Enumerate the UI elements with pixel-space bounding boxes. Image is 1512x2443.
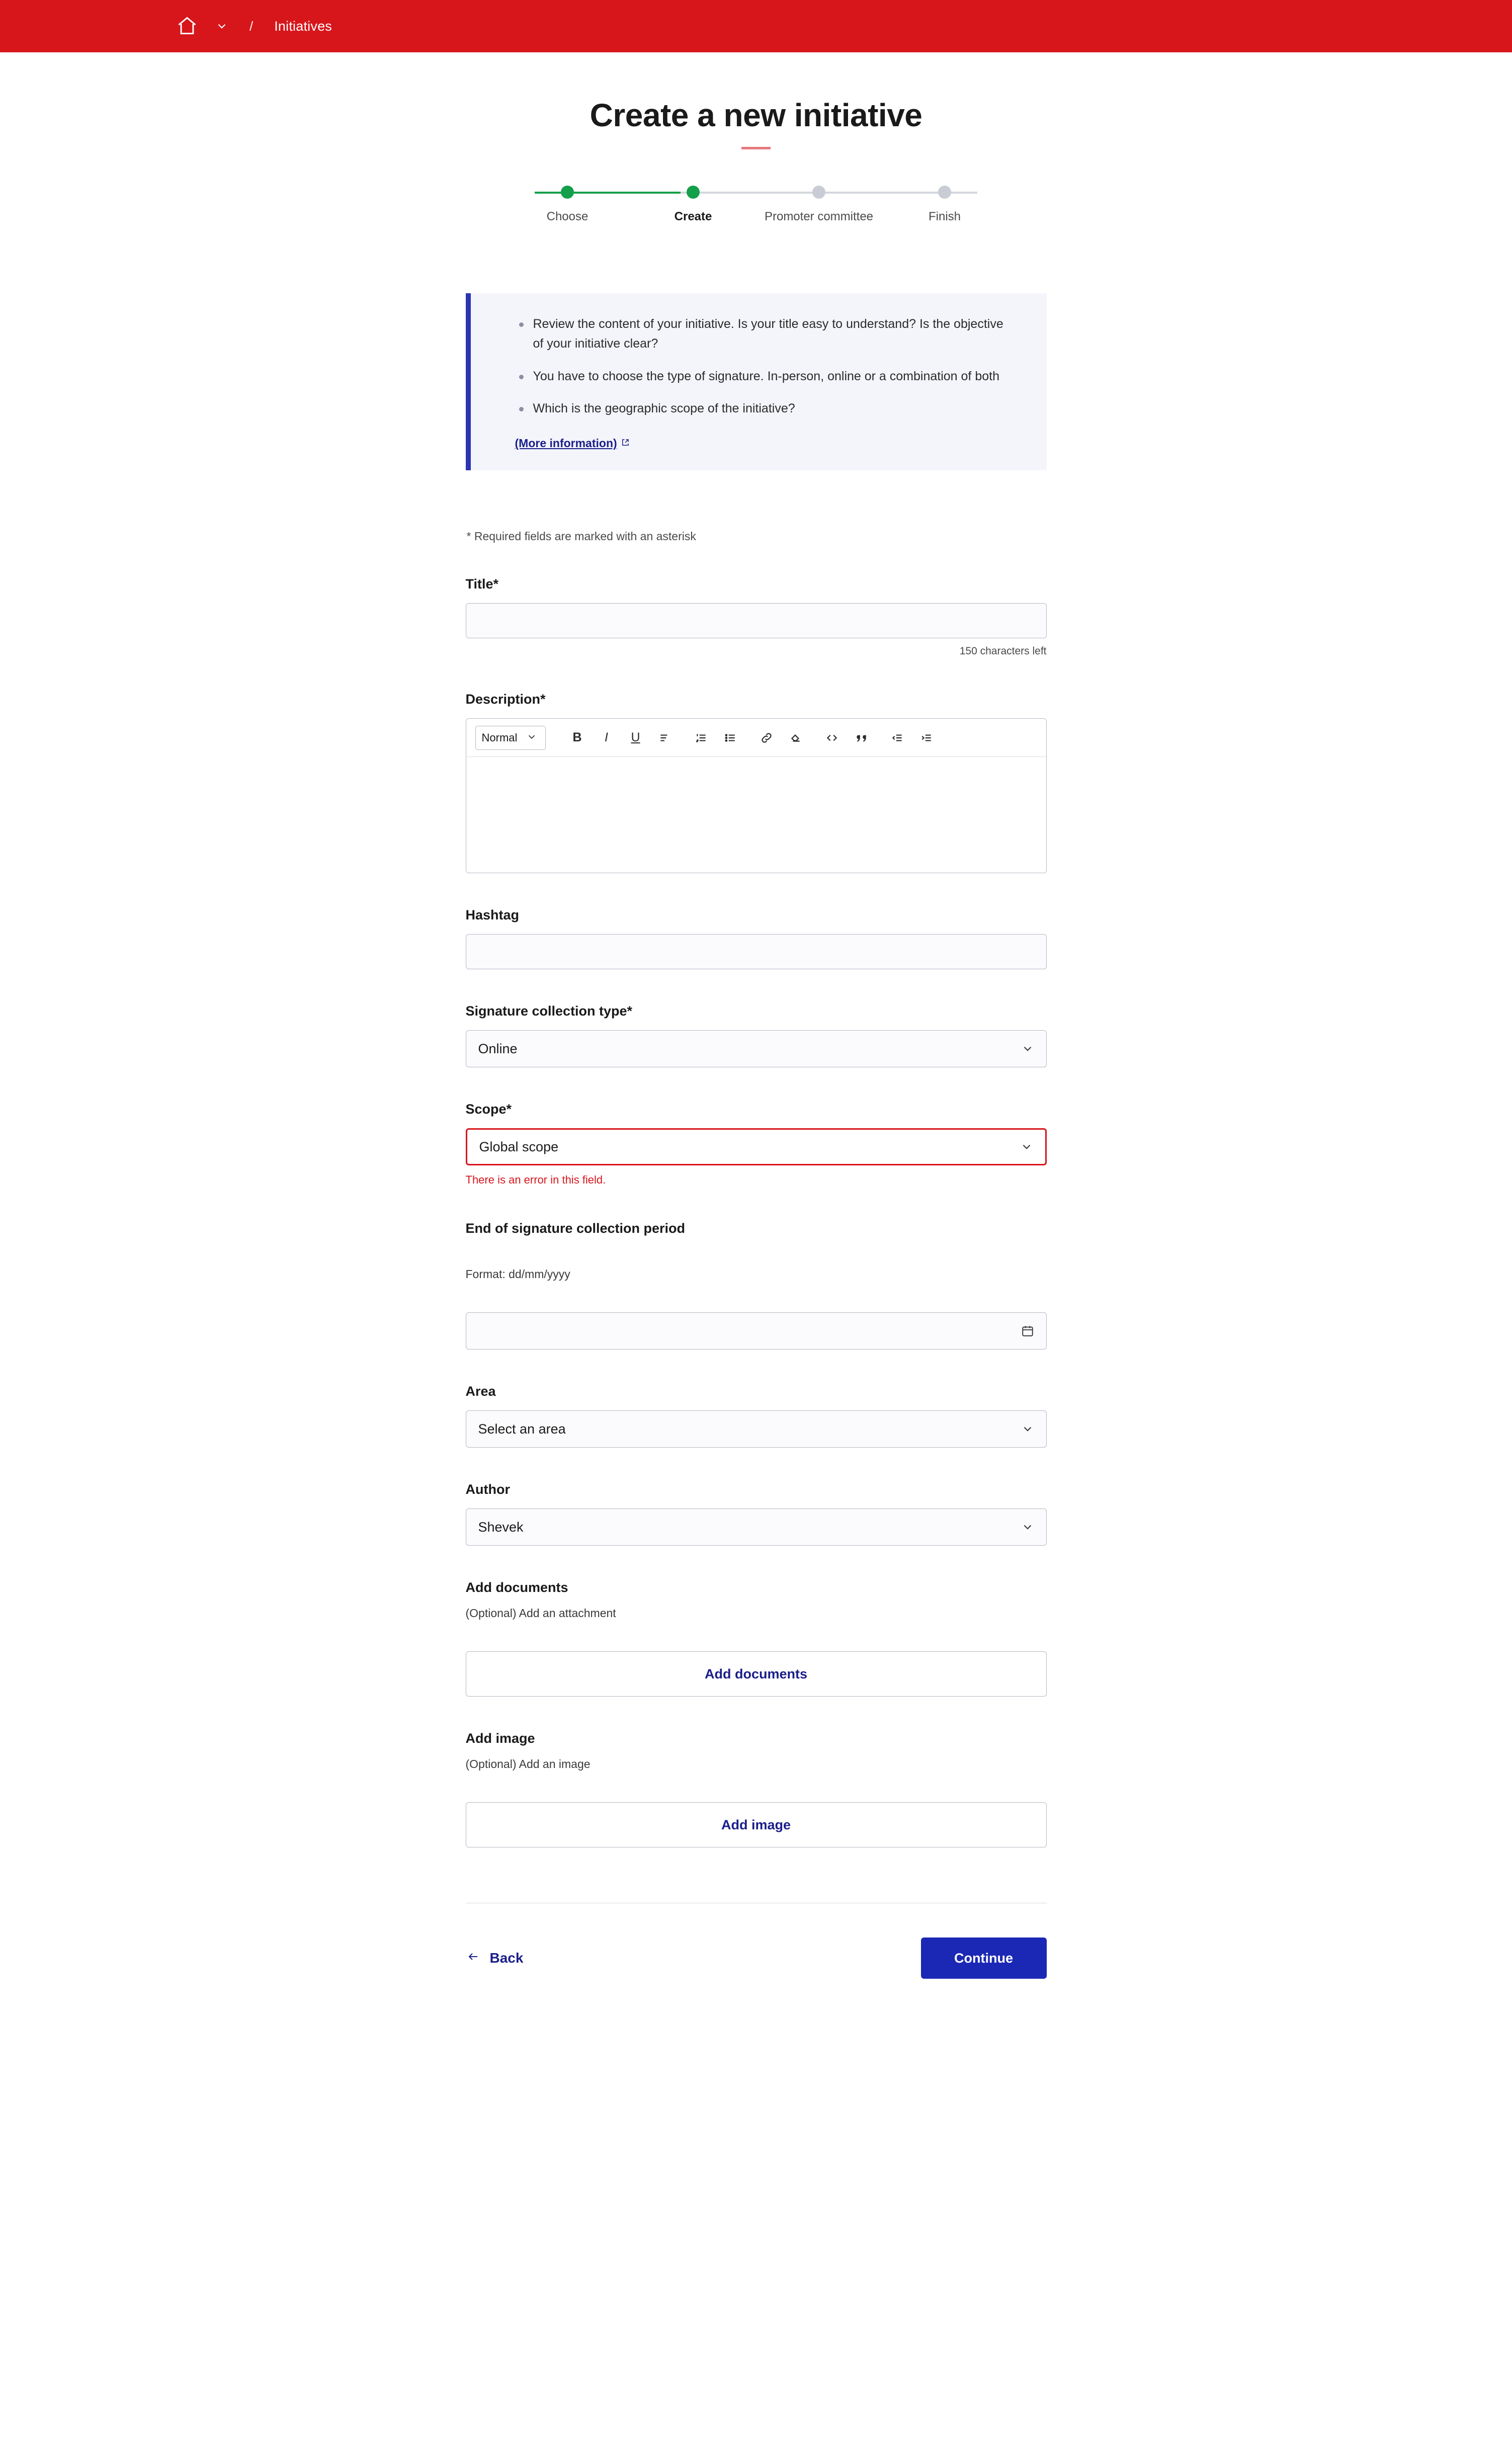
chevron-down-icon bbox=[1021, 1042, 1034, 1055]
more-information-link[interactable] bbox=[515, 437, 630, 450]
top-navigation-bar bbox=[0, 0, 1512, 52]
step-dot-icon bbox=[687, 186, 700, 199]
author-value: Shevek bbox=[478, 1519, 524, 1535]
editor-toolbar bbox=[466, 719, 1046, 757]
area-label: Area bbox=[465, 1384, 496, 1399]
code-icon[interactable] bbox=[817, 725, 847, 751]
field-author bbox=[466, 1482, 1047, 1546]
clear-format-icon[interactable] bbox=[781, 725, 810, 751]
bold-icon[interactable]: B bbox=[572, 730, 582, 744]
external-link-icon bbox=[621, 437, 630, 446]
chevron-down-icon[interactable] bbox=[215, 20, 228, 33]
add-image-label: Add image bbox=[465, 1731, 535, 1746]
back-label: Back bbox=[489, 1950, 524, 1966]
callout-item: Review the content of your initiative. Is your title easy to understand? Is the objective of your initiative clear? bbox=[519, 314, 1017, 354]
callout-item: You have to choose the type of signature. In-person, online or a combination of both bbox=[519, 367, 1017, 386]
chevron-down-icon bbox=[1021, 1422, 1034, 1436]
hashtag-label: Hashtag bbox=[465, 907, 520, 922]
end-period-date-input[interactable] bbox=[466, 1312, 1047, 1350]
description-textarea[interactable] bbox=[466, 757, 1046, 873]
step-dot-icon bbox=[561, 186, 574, 199]
field-add-documents bbox=[466, 1580, 1047, 1697]
home-icon[interactable] bbox=[176, 15, 198, 37]
link-icon[interactable] bbox=[752, 725, 781, 751]
page-header bbox=[0, 52, 1512, 149]
step-label: Choose bbox=[546, 210, 589, 223]
calendar-icon bbox=[1021, 1324, 1034, 1337]
title-character-counter: 150 characters left bbox=[959, 645, 1047, 657]
area-value: Select an area bbox=[478, 1421, 566, 1437]
step-label: Finish bbox=[928, 210, 961, 223]
field-title bbox=[466, 576, 1047, 657]
step-create[interactable] bbox=[630, 186, 756, 224]
title-underline bbox=[741, 147, 771, 149]
field-add-image bbox=[466, 1731, 1047, 1847]
editor-style-value: Normal bbox=[481, 731, 518, 744]
breadcrumb-separator: / bbox=[249, 18, 254, 34]
blockquote-icon[interactable] bbox=[847, 725, 876, 751]
page-content bbox=[0, 52, 1512, 2024]
back-link[interactable] bbox=[466, 1950, 524, 1966]
author-label: Author bbox=[465, 1482, 510, 1497]
scope-error-message: There is an error in this field. bbox=[465, 1173, 606, 1186]
ordered-list-icon[interactable] bbox=[687, 725, 716, 751]
italic-icon[interactable]: I bbox=[605, 730, 608, 744]
strikethrough-icon[interactable] bbox=[650, 725, 680, 751]
author-select[interactable] bbox=[466, 1508, 1047, 1546]
breadcrumb-initiatives-link[interactable]: Initiatives bbox=[274, 18, 332, 34]
step-dot-icon bbox=[938, 186, 951, 199]
signature-collection-type-select[interactable] bbox=[466, 1030, 1047, 1067]
step-dot-icon bbox=[812, 186, 825, 199]
callout-item: Which is the geographic scope of the initiative? bbox=[519, 399, 1017, 418]
description-editor bbox=[466, 718, 1047, 873]
page-title: Create a new initiative bbox=[590, 97, 922, 133]
more-information-label: (More information) bbox=[515, 437, 617, 450]
indent-icon[interactable] bbox=[912, 725, 941, 751]
step-promoter-committee[interactable] bbox=[756, 186, 882, 224]
field-scope bbox=[466, 1102, 1047, 1187]
underline-icon[interactable]: U bbox=[631, 730, 640, 744]
field-signature-collection-type bbox=[466, 1003, 1047, 1067]
field-end-of-signature-collection-period bbox=[466, 1221, 1047, 1350]
add-documents-label: Add documents bbox=[465, 1580, 568, 1595]
step-label: Create bbox=[674, 210, 712, 223]
add-image-button[interactable]: Add image bbox=[466, 1802, 1047, 1847]
arrow-left-icon bbox=[466, 1950, 481, 1966]
field-hashtag bbox=[466, 907, 1047, 969]
editor-style-select[interactable] bbox=[475, 726, 546, 750]
description-label: Description* bbox=[465, 692, 546, 707]
hashtag-input[interactable] bbox=[466, 934, 1047, 969]
continue-button[interactable]: Continue bbox=[921, 1937, 1047, 1979]
scope-value: Global scope bbox=[479, 1139, 559, 1154]
signature-collection-type-label: Signature collection type* bbox=[465, 1003, 633, 1019]
end-period-format-note: Format: dd/mm/yyyy bbox=[465, 1268, 570, 1281]
required-fields-note: * Required fields are marked with an asterisk bbox=[466, 530, 696, 543]
form-footer bbox=[466, 1903, 1047, 2024]
step-choose[interactable] bbox=[505, 186, 630, 224]
field-area bbox=[466, 1384, 1047, 1448]
area-select[interactable] bbox=[466, 1410, 1047, 1448]
add-documents-hint: (Optional) Add an attachment bbox=[465, 1607, 616, 1620]
chevron-down-icon bbox=[1020, 1140, 1033, 1153]
scope-label: Scope* bbox=[465, 1102, 512, 1117]
info-callout bbox=[466, 293, 1047, 470]
step-label: Promoter committee bbox=[764, 210, 874, 223]
initiative-form bbox=[466, 470, 1047, 1847]
chevron-down-icon bbox=[1021, 1521, 1034, 1534]
signature-collection-type-value: Online bbox=[478, 1041, 518, 1056]
step-finish[interactable] bbox=[882, 186, 1007, 224]
end-period-label: End of signature collection period bbox=[465, 1221, 686, 1236]
outdent-icon[interactable] bbox=[883, 725, 912, 751]
chevron-down-icon bbox=[526, 731, 539, 744]
scope-select[interactable] bbox=[466, 1128, 1047, 1165]
field-description bbox=[466, 692, 1047, 873]
add-image-hint: (Optional) Add an image bbox=[465, 1757, 591, 1771]
title-label: Title* bbox=[465, 576, 499, 592]
add-documents-button[interactable]: Add documents bbox=[466, 1651, 1047, 1697]
unordered-list-icon[interactable] bbox=[716, 725, 745, 751]
title-input[interactable] bbox=[466, 603, 1047, 638]
wizard-stepper bbox=[505, 186, 1007, 246]
